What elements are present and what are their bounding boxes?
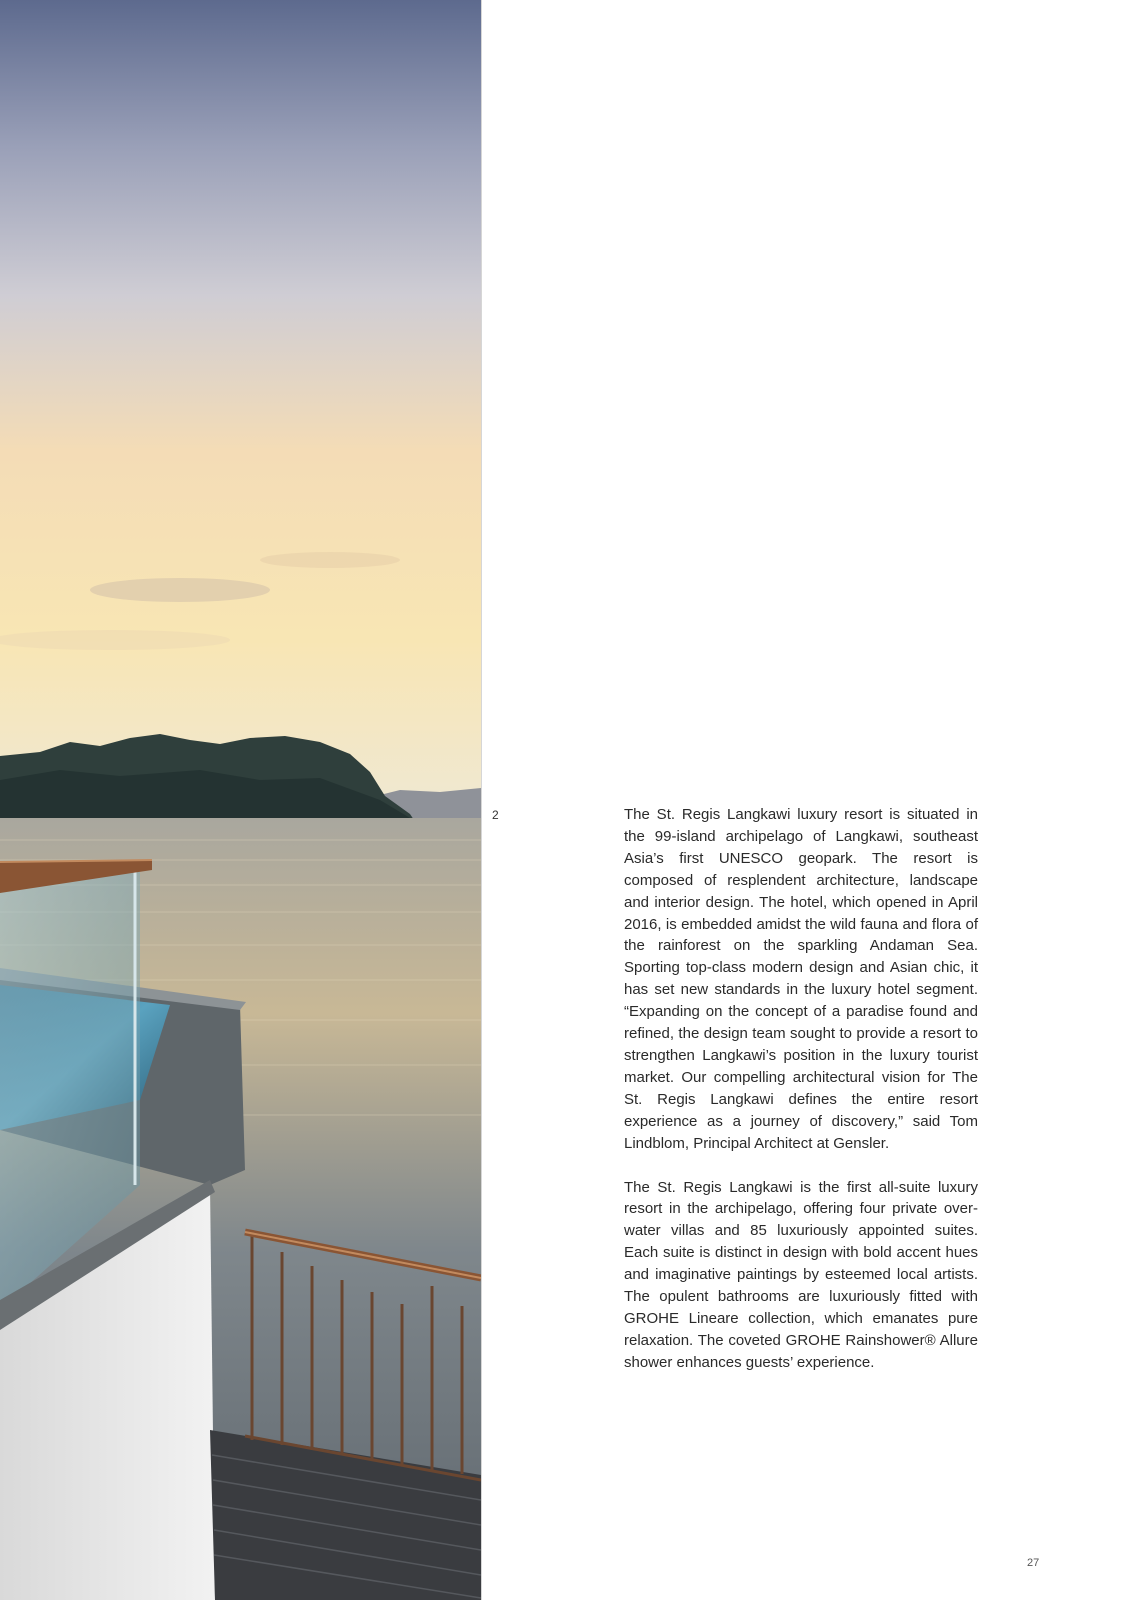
article-text bbox=[624, 804, 978, 1396]
page-number: 27 bbox=[1027, 1557, 1040, 1569]
article-paragraph-1: The St. Regis Langkawi luxury resort is situated in the 99-island archipelago of Langkawi, southeast Asia’s first UNESCO geopark. The resort is composed of resplendent architecture, landscape and interior design. The hotel, which opened in April 2016, is embedded amidst the wild fauna and flora of the rainforest on the sparkling Andaman Sea. Sporting top-class modern design and Asian chic, it has set new standards in the luxury hotel segment. “Expanding on the concept of a paradise found and refined, the design team sought to provide a resort to strengthen Langkawi’s position in the luxury tourist market. Our compelling architectural vision for The St. Regis Langkawi defines the entire resort experience as a journey of discovery,” said Tom Lindblom, Principal Architect at Gensler. bbox=[624, 806, 978, 1152]
resort-photo bbox=[0, 0, 481, 1600]
article-paragraph-2: The St. Regis Langkawi is the first all-suite luxury resort in the archipelago, offering four private over-water villas and 85 luxuriously appointed suites. Each suite is distinct in design with bold accent hues and imaginative paintings by esteemed local artists. The opulent bathrooms are luxuriously fitted with GROHE Lineare collection, which emanates pure relaxation. The coveted GROHE Rainshower® Allure shower enhances guests’ experience. bbox=[624, 1178, 978, 1371]
photo-divider bbox=[481, 0, 482, 1600]
image-caption-number: 2 bbox=[492, 808, 499, 822]
